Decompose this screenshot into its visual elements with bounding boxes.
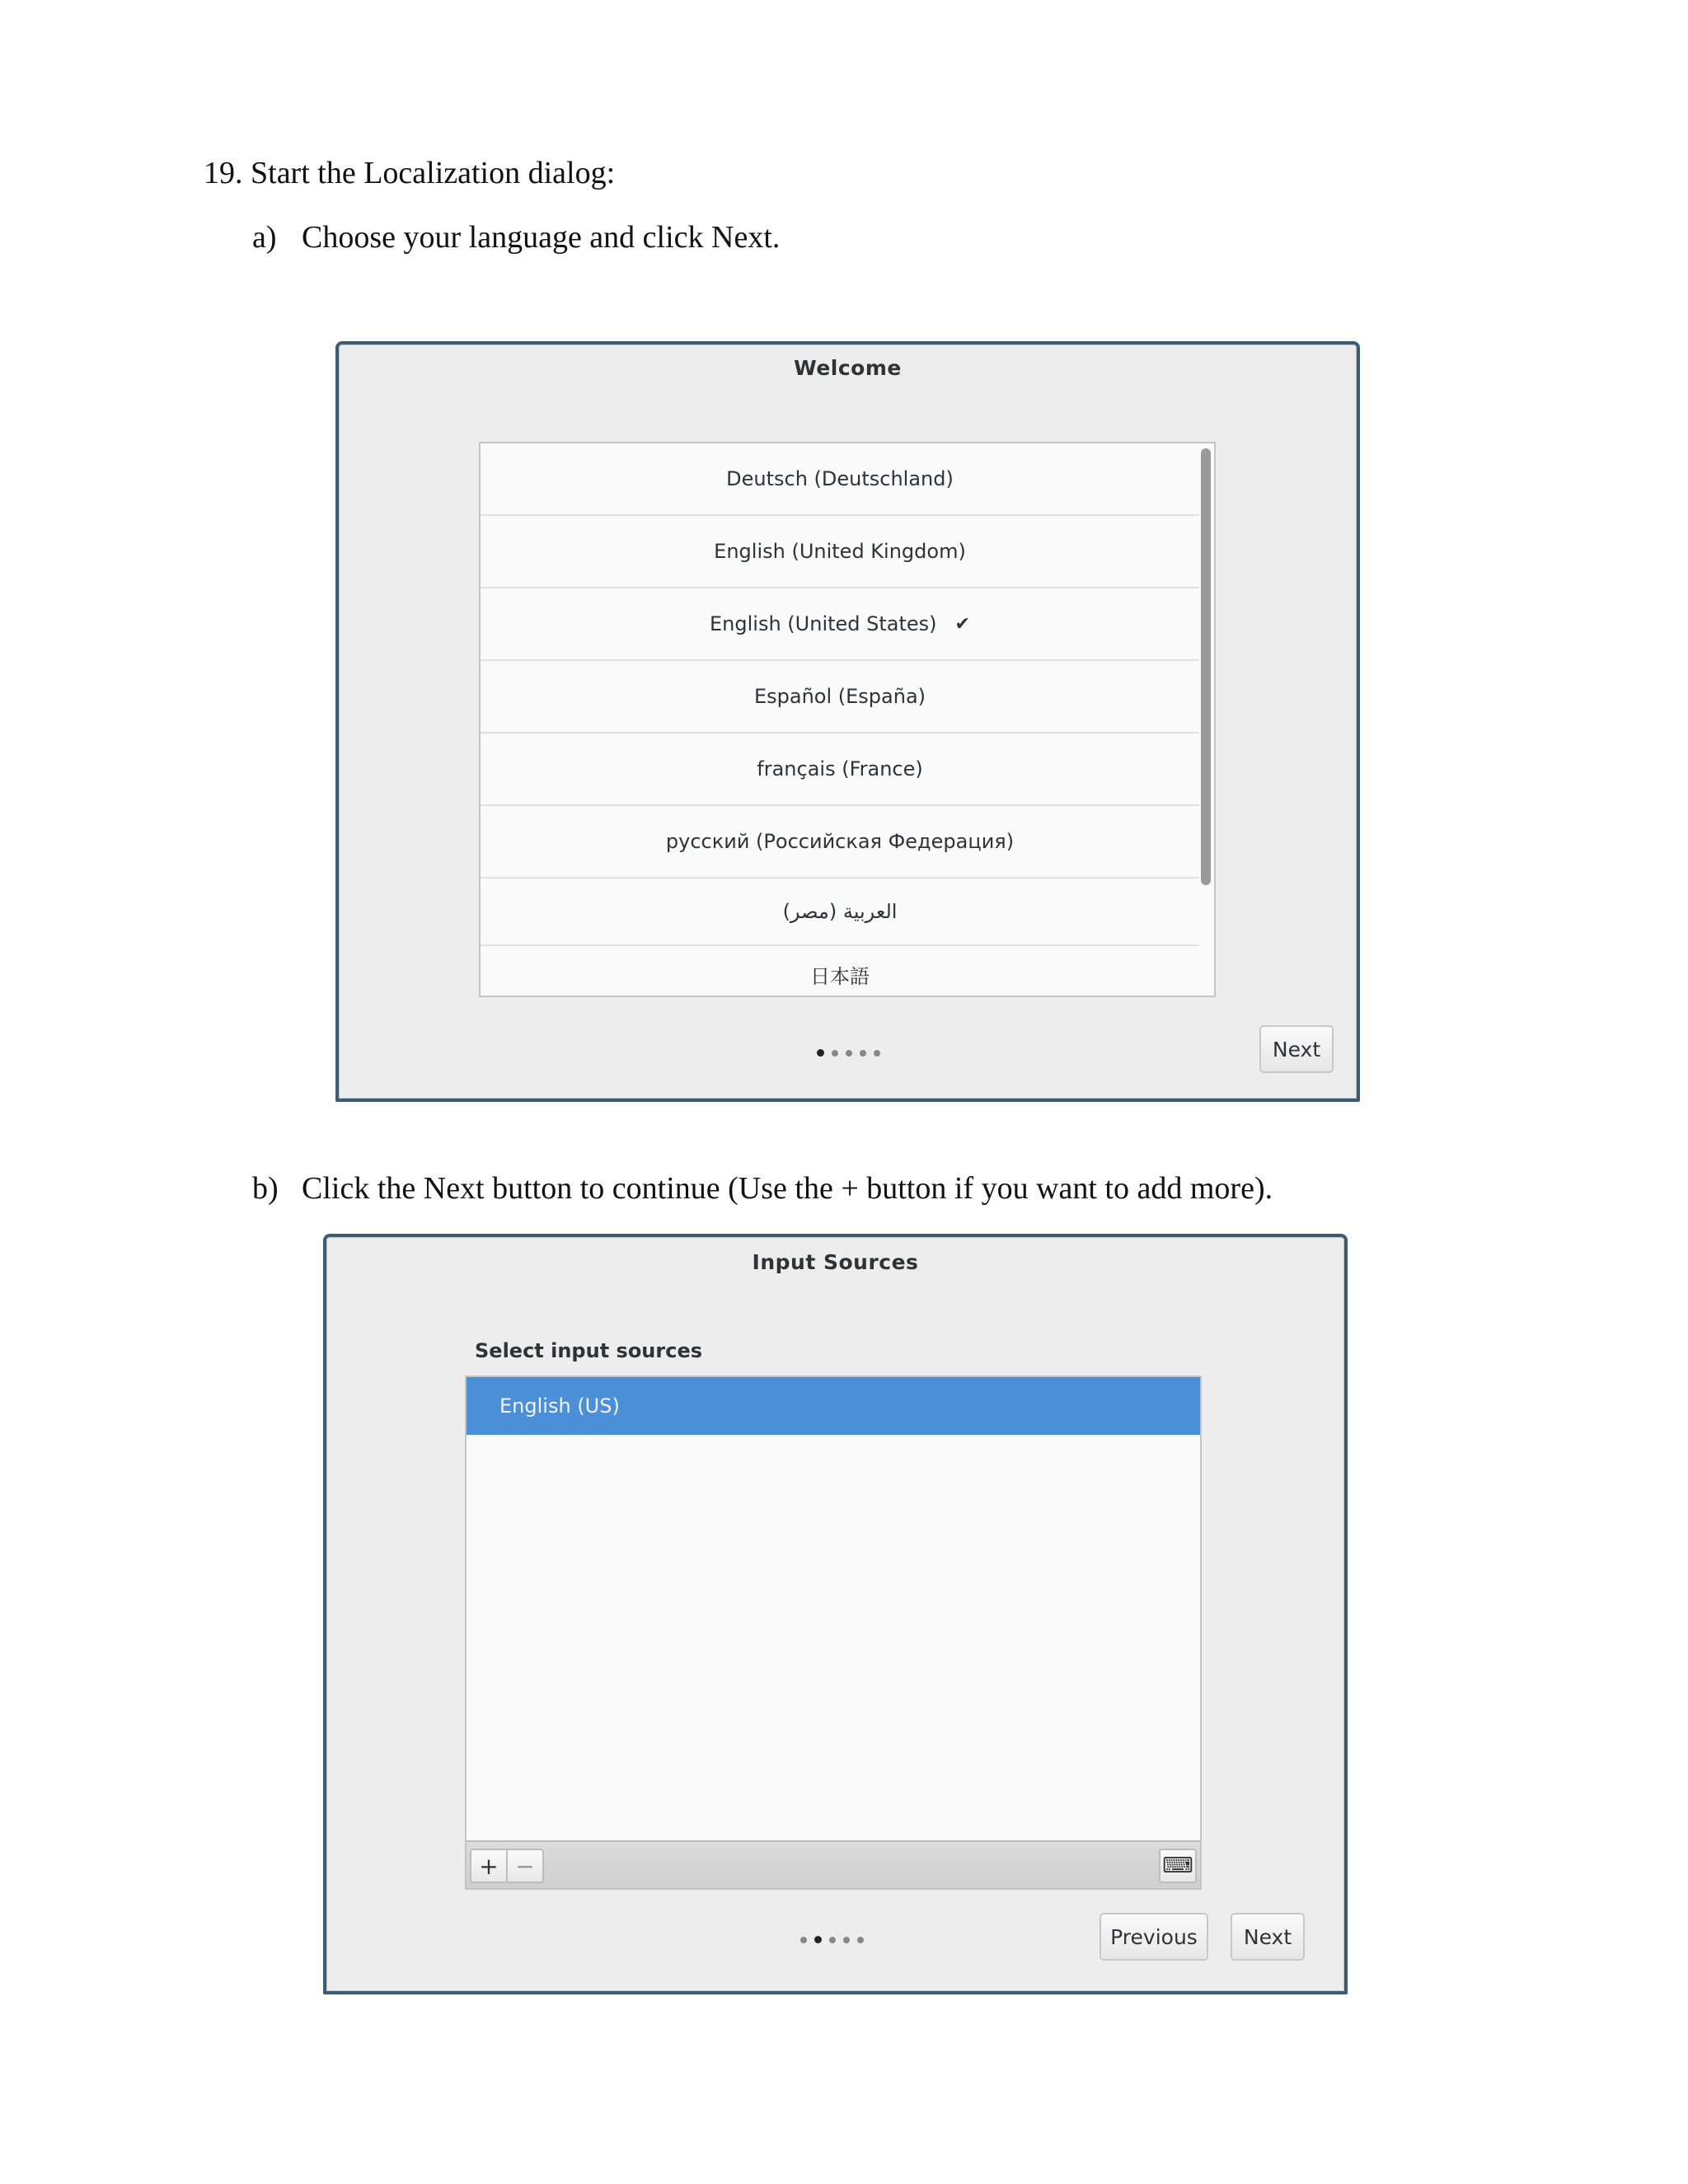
page-dot [829, 1937, 836, 1943]
language-row[interactable] [481, 946, 1199, 1002]
page-dot [800, 1937, 807, 1943]
language-label: Español (España) [753, 685, 926, 708]
scrollbar-thumb[interactable] [1201, 448, 1211, 885]
page-dot [817, 1049, 824, 1057]
next-button[interactable]: Next [1259, 1025, 1334, 1073]
language-row[interactable] [481, 516, 1199, 588]
language-row[interactable] [481, 879, 1199, 946]
language-rows [481, 443, 1199, 1002]
language-label: العربية (مصر) [782, 900, 898, 923]
language-label: English (United States) [710, 612, 937, 635]
instruction-b-marker: b) [252, 1171, 279, 1206]
language-row[interactable] [481, 806, 1199, 879]
language-list[interactable] [479, 442, 1216, 997]
page-indicator [800, 1936, 864, 1943]
language-label: Deutsch (Deutschland) [726, 467, 954, 490]
input-source-list[interactable] [465, 1376, 1202, 1890]
remove-button[interactable]: − [506, 1849, 544, 1883]
instruction-b [252, 1172, 1273, 1207]
page-dot [843, 1937, 850, 1943]
instruction-a [252, 221, 780, 255]
language-label: русский (Российская Федерация) [665, 830, 1015, 853]
previous-button[interactable]: Previous [1100, 1913, 1208, 1961]
next-button[interactable]: Next [1231, 1913, 1305, 1961]
input-source-row-selected[interactable] [467, 1377, 1200, 1435]
step-heading: 19. Start the Localization dialog: [204, 156, 616, 190]
page-dot [846, 1050, 852, 1057]
page-dot [814, 1936, 822, 1943]
page-indicator [817, 1049, 880, 1057]
language-row[interactable] [481, 733, 1199, 806]
page-dot [832, 1050, 838, 1057]
language-label: 日本語 [810, 964, 870, 988]
add-button[interactable]: + [470, 1849, 508, 1883]
dialog-title: Input Sources [752, 1250, 919, 1274]
page-dot [874, 1050, 880, 1057]
instruction-a-text: Choose your language and click Next. [302, 220, 781, 255]
language-row[interactable] [481, 661, 1199, 733]
language-label: français (France) [757, 757, 923, 780]
page-dot [857, 1937, 864, 1943]
page-dot [860, 1050, 866, 1057]
section-label: Select input sources [475, 1339, 703, 1362]
instruction-a-marker: a) [252, 220, 277, 255]
instruction-b-text: Click the Next button to continue (Use the + button if you want to add more). [302, 1171, 1273, 1206]
welcome-dialog [335, 341, 1360, 1102]
language-label: English (United Kingdom) [714, 540, 966, 563]
input-source-label: English (US) [499, 1394, 620, 1418]
list-toolbar [467, 1840, 1200, 1888]
language-row-selected[interactable] [481, 588, 1199, 661]
language-row[interactable] [481, 443, 1199, 516]
dialog-title: Welcome [794, 356, 902, 380]
input-sources-dialog [323, 1234, 1348, 1994]
checkmark-icon: ✔ [954, 613, 970, 635]
keyboard-icon[interactable]: ⌨ [1159, 1849, 1197, 1883]
